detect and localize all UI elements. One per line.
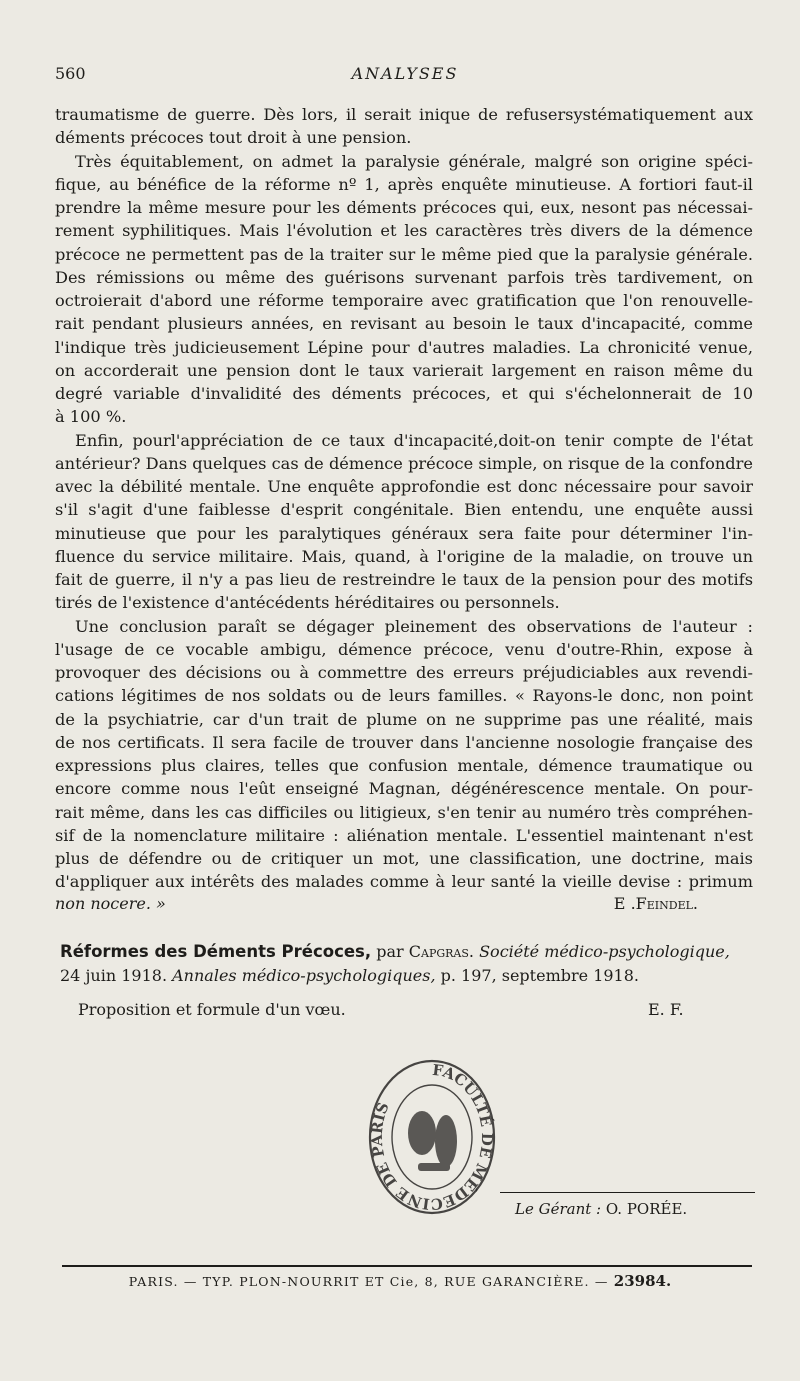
reference-entry: [60, 940, 752, 988]
page-header: [55, 64, 755, 90]
gerant-rule: [500, 1192, 755, 1193]
body-line: rait pendant plusieurs années, en revisant au besoin le taux d'incapacité, comme: [55, 314, 753, 334]
body-line: rait même, dans les cas difficiles ou litigieux, s'en tenir au numéro très compréhen-: [55, 802, 753, 822]
body-line: l'usage de ce vocable ambigu, démence précoce, venu d'outre-Rhin, expose à: [55, 639, 753, 659]
body-line: prendre la même mesure pour les déments précoces qui, eux, nesont pas nécessai-: [55, 198, 753, 217]
proposal-initials: E. F.: [648, 1000, 684, 1019]
printer-number: 23984.: [613, 1272, 672, 1290]
running-title: ANALYSES: [351, 64, 459, 83]
reference-title: Réformes des Déments Précoces,: [60, 942, 372, 961]
body-line: expressions plus claires, telles que confusion mentale, démence traumatique ou: [55, 756, 753, 775]
gerant-label: Le Gérant :: [515, 1200, 602, 1218]
printer-text: PARIS. — TYP. PLON-NOURRIT ET Cie, 8, RUE GARANCIÈRE. —: [128, 1274, 609, 1289]
proposal-text: Proposition et formule d'un vœu.: [78, 1000, 346, 1019]
body-line: à 100 %.: [55, 407, 127, 427]
body-line: cations légitimes de nos soldats ou de leurs familles. « Rayons-le donc, non point: [55, 686, 753, 706]
body-line: déments précoces tout droit à une pension.: [55, 128, 412, 148]
body-line: avec la débilité mentale. Une enquête approfondie est donc nécessaire pour savoir: [55, 477, 753, 496]
body-line: fait de guerre, il n'y a pas lieu de restreindre le taux de la pension pour des motifs: [55, 570, 753, 589]
body-line: traumatisme de guerre. Dès lors, il serait inique de refusersystématiquement aux: [55, 105, 753, 124]
reference-journal: Annales médico-psychologiques,: [172, 966, 436, 985]
body-line: Très équitablement, on admet la paralysie générale, malgré son origine spéci-: [75, 151, 753, 171]
body-line: Enfin, pourl'appréciation de ce taux d'incapacité,doit-on tenir compte de l'état: [75, 430, 753, 450]
body-line: d'appliquer aux intérêts des malades comme à leur santé la vieille devise : primum: [55, 872, 753, 892]
author-signature: E .Feindel.: [613, 893, 698, 913]
closing-quote: non nocere. »: [55, 893, 166, 913]
gerant-line: [515, 1200, 687, 1218]
reference-author: Capgras.: [408, 942, 474, 961]
gerant-name: O. PORÉE.: [605, 1200, 688, 1218]
body-line: précoce ne permettent pas de la traiter sur le même pied que la paralysie générale.: [55, 244, 753, 264]
body-line: sif de la nomenclature militaire : aliénation mentale. L'essentiel maintenant n'est: [55, 825, 753, 845]
body-line: degré variable d'invalidité des déments précoces, et qui s'échelonnerait de 10: [55, 384, 753, 403]
body-line: de la psychiatrie, car d'un trait de plume on ne supprime pas une réalité, mais: [55, 709, 753, 729]
body-line: fique, au bénéfice de la réforme nº 1, après enquête minutieuse. A fortiori faut-il: [55, 174, 753, 194]
body-line: provoquer des décisions ou à commettre des erreurs préjudiciables aux revendi-: [55, 663, 753, 682]
page-number: 560: [55, 64, 86, 83]
library-stamp: [360, 1045, 505, 1230]
body-line: octroierait d'abord une réforme temporaire avec gratification que l'on renouvelle-: [55, 291, 753, 310]
body-line: on accorderait une pension dont le taux varierait largement en raison même du: [55, 360, 753, 380]
stamp-emblem: [408, 1111, 457, 1171]
body-line: antérieur? Dans quelques cas de démence précoce simple, on risque de la confondre: [55, 453, 753, 473]
printer-imprint: [0, 1272, 800, 1290]
stamp-ring-text: FACULTÉ DE MÉDECINE DE PARIS: [367, 1060, 497, 1214]
reference-society: Société médico-psychologique,: [479, 942, 730, 961]
footer-rule: [62, 1265, 752, 1267]
body-line: fluence du service militaire. Mais, quand, à l'origine de la maladie, on trouve un: [55, 546, 753, 566]
reference-date: 24 juin 1918.: [60, 966, 168, 985]
reference-by: par: [376, 942, 404, 961]
body-line: Une conclusion paraît se dégager pleinement des observations de l'auteur :: [75, 616, 753, 636]
body-line: encore comme nous l'eût enseigné Magnan, dégénérescence mentale. On pour-: [55, 779, 753, 799]
closing-line: [55, 894, 753, 913]
body-line: minutieuse que pour les paralytiques généraux sera faite pour déterminer l'in-: [55, 523, 753, 543]
body-line: plus de défendre ou de critiquer un mot, une classification, une doctrine, mais: [55, 849, 753, 868]
body-line: l'indique très judicieusement Lépine pour d'autres maladies. La chronicité venue,: [55, 337, 753, 357]
body-line: Des rémissions ou même des guérisons survenant parfois très tardivement, on: [55, 267, 753, 287]
body-line: s'il s'agit d'une faiblesse d'esprit congénitale. Bien entendu, une enquête aussi: [55, 500, 753, 520]
body-line: de nos certificats. Il sera facile de trouver dans l'ancienne nosologie française des: [55, 732, 753, 752]
reference-details: p. 197, septembre 1918.: [440, 966, 639, 985]
body-line: tirés de l'existence d'antécédents héréditaires ou personnels.: [55, 593, 560, 613]
body-line: rement syphilitiques. Mais l'évolution et les caractères très divers de la démence: [55, 221, 753, 241]
article-body: [55, 103, 753, 894]
